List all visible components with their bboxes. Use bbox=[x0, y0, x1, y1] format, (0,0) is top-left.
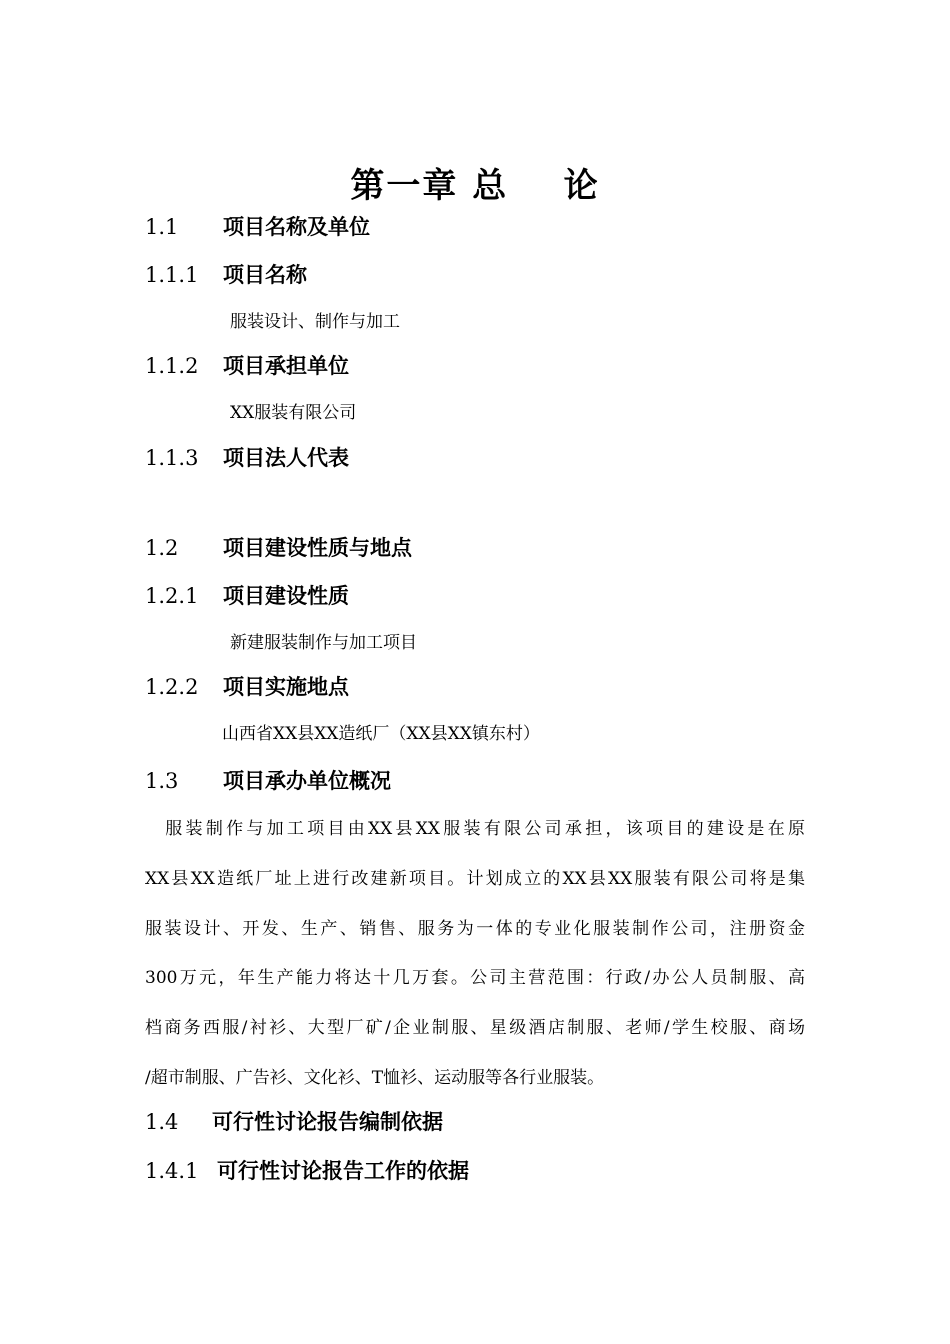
section-number: 1.4.1 bbox=[145, 1159, 199, 1183]
section-number: 1.1.2 bbox=[145, 354, 199, 378]
paragraph-line: /超市制服、广告衫、文化衫、T恤衫、运动服等各行业服装。 bbox=[145, 1068, 605, 1088]
section-heading-1-2 bbox=[145, 535, 412, 561]
section-heading-1-1 bbox=[145, 214, 370, 240]
section-number: 1.2.1 bbox=[145, 584, 199, 608]
section-number: 1.1.1 bbox=[145, 263, 199, 287]
section-title: 项目实施地点 bbox=[223, 675, 349, 699]
section-title: 项目法人代表 bbox=[223, 446, 349, 470]
construction-nature-value: 新建服装制作与加工项目 bbox=[230, 633, 417, 653]
section-number: 1.3 bbox=[145, 769, 179, 793]
section-number: 1.1.3 bbox=[145, 446, 199, 470]
section-heading-1-1-1 bbox=[145, 262, 307, 288]
section-title: 项目建设性质 bbox=[223, 584, 349, 608]
chapter-title: 第一章 总 论 bbox=[350, 166, 600, 206]
paragraph-line: 档商务西服/衬衫、大型厂矿/企业制服、星级酒店制服、老师/学生校服、商场 bbox=[145, 1018, 805, 1038]
section-number: 1.2.2 bbox=[145, 675, 199, 699]
project-name-value: 服装设计、制作与加工 bbox=[230, 312, 400, 332]
section-heading-1-3 bbox=[145, 768, 391, 794]
section-heading-1-1-2 bbox=[145, 353, 349, 379]
paragraph-line: XX县XX造纸厂址上进行改建新项目。计划成立的XX县XX服装有限公司将是集 bbox=[145, 869, 805, 889]
section-title: 项目建设性质与地点 bbox=[223, 536, 412, 560]
section-title: 项目名称及单位 bbox=[223, 215, 370, 239]
section-number: 1.2 bbox=[145, 536, 179, 560]
section-number: 1.1 bbox=[145, 215, 179, 239]
section-title: 可行性讨论报告工作的依据 bbox=[217, 1159, 469, 1183]
section-heading-1-4 bbox=[145, 1109, 443, 1135]
section-title: 项目名称 bbox=[223, 263, 307, 287]
paragraph-line: 300万元，年生产能力将达十几万套。公司主营范围：行政/办公人员制服、高 bbox=[145, 968, 805, 988]
section-title: 可行性讨论报告编制依据 bbox=[212, 1110, 443, 1134]
section-number: 1.4 bbox=[145, 1110, 179, 1134]
paragraph-line: 服装制作与加工项目由XX县XX服装有限公司承担，该项目的建设是在原 bbox=[145, 819, 805, 839]
project-undertaker-value: XX服装有限公司 bbox=[230, 403, 357, 423]
section-heading-1-2-2 bbox=[145, 674, 349, 700]
paragraph-line: 服装设计、开发、生产、销售、服务为一体的专业化服装制作公司，注册资金 bbox=[145, 919, 805, 939]
section-heading-1-4-1 bbox=[145, 1158, 469, 1184]
section-heading-1-1-3 bbox=[145, 445, 349, 471]
implementation-site-value: 山西省XX县XX造纸厂（XX县XX镇东村） bbox=[222, 724, 540, 744]
section-heading-1-2-1 bbox=[145, 583, 349, 609]
section-title: 项目承担单位 bbox=[223, 354, 349, 378]
section-title: 项目承办单位概况 bbox=[223, 769, 391, 793]
